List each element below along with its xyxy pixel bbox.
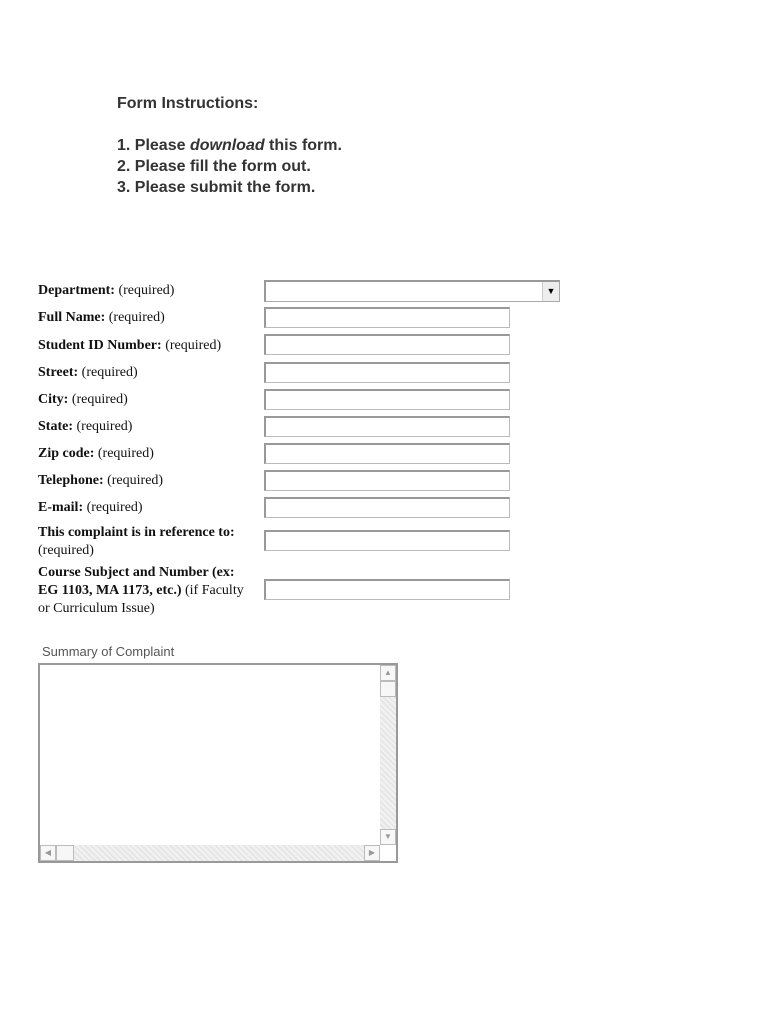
required-note: (required) (108, 310, 165, 325)
city-label (38, 391, 258, 409)
student-id-label (38, 337, 258, 355)
scroll-right-icon[interactable]: ▶ (364, 845, 380, 861)
label-text: Student ID Number: (38, 338, 162, 353)
course-input[interactable] (264, 579, 510, 600)
required-note: (required) (76, 419, 133, 434)
vertical-scrollbar[interactable] (380, 665, 396, 845)
required-note: (required) (118, 283, 175, 298)
state-label (38, 418, 258, 436)
student-id-input[interactable] (264, 334, 510, 355)
required-note: (required) (165, 338, 222, 353)
required-note: (required) (86, 500, 143, 515)
label-text: Zip code: (38, 446, 95, 461)
email-label (38, 499, 258, 517)
download-emphasis: download (189, 137, 265, 154)
step1-suffix: this form. (264, 137, 342, 154)
instruction-step-3: 3. Please submit the form. (117, 179, 316, 196)
summary-textarea[interactable] (38, 663, 398, 863)
horizontal-scrollbar[interactable] (40, 845, 380, 861)
telephone-input[interactable] (264, 470, 510, 491)
required-note: (required) (107, 473, 164, 488)
instruction-step-2: 2. Please fill the form out. (117, 158, 311, 175)
required-note: (required) (97, 446, 154, 461)
required-note: (required) (81, 365, 138, 380)
email-input[interactable] (264, 497, 510, 518)
department-select[interactable] (264, 280, 560, 302)
scroll-down-icon[interactable]: ▼ (380, 829, 396, 845)
zip-label (38, 445, 258, 463)
label-text: Department: (38, 283, 115, 298)
vertical-scroll-thumb[interactable] (380, 681, 396, 697)
horizontal-scroll-thumb[interactable] (56, 845, 74, 861)
department-label (38, 282, 258, 300)
scroll-up-icon[interactable]: ▲ (380, 665, 396, 681)
instruction-step-1 (117, 137, 342, 155)
course-label (38, 564, 258, 618)
telephone-label (38, 472, 258, 490)
scroll-left-icon[interactable]: ◀ (40, 845, 56, 861)
street-label (38, 364, 258, 382)
required-note: (required) (38, 543, 94, 558)
instructions-title: Form Instructions: (117, 95, 259, 112)
label-text: Full Name: (38, 310, 106, 325)
required-note: (if Faculty or Curriculum Issue) (38, 583, 244, 616)
label-text: Telephone: (38, 473, 104, 488)
label-text: Street: (38, 365, 79, 380)
label-text: E-mail: (38, 500, 84, 515)
label-text: State: (38, 419, 73, 434)
required-note: (required) (71, 392, 128, 407)
zip-input[interactable] (264, 443, 510, 464)
step1-prefix: 1. Please (117, 137, 190, 154)
street-input[interactable] (264, 362, 510, 383)
label-text: Course Subject and Number (ex: EG 1103, MA 1173, etc.) (38, 565, 235, 598)
complaint-reference-label (38, 524, 258, 560)
state-input[interactable] (264, 416, 510, 437)
full-name-input[interactable] (264, 307, 510, 328)
label-text: This complaint is in reference to: (38, 525, 235, 540)
full-name-label (38, 309, 258, 327)
city-input[interactable] (264, 389, 510, 410)
complaint-reference-input[interactable] (264, 530, 510, 551)
label-text: City: (38, 392, 69, 407)
summary-label: Summary of Complaint (42, 644, 175, 659)
chevron-down-icon[interactable]: ▼ (542, 282, 559, 301)
